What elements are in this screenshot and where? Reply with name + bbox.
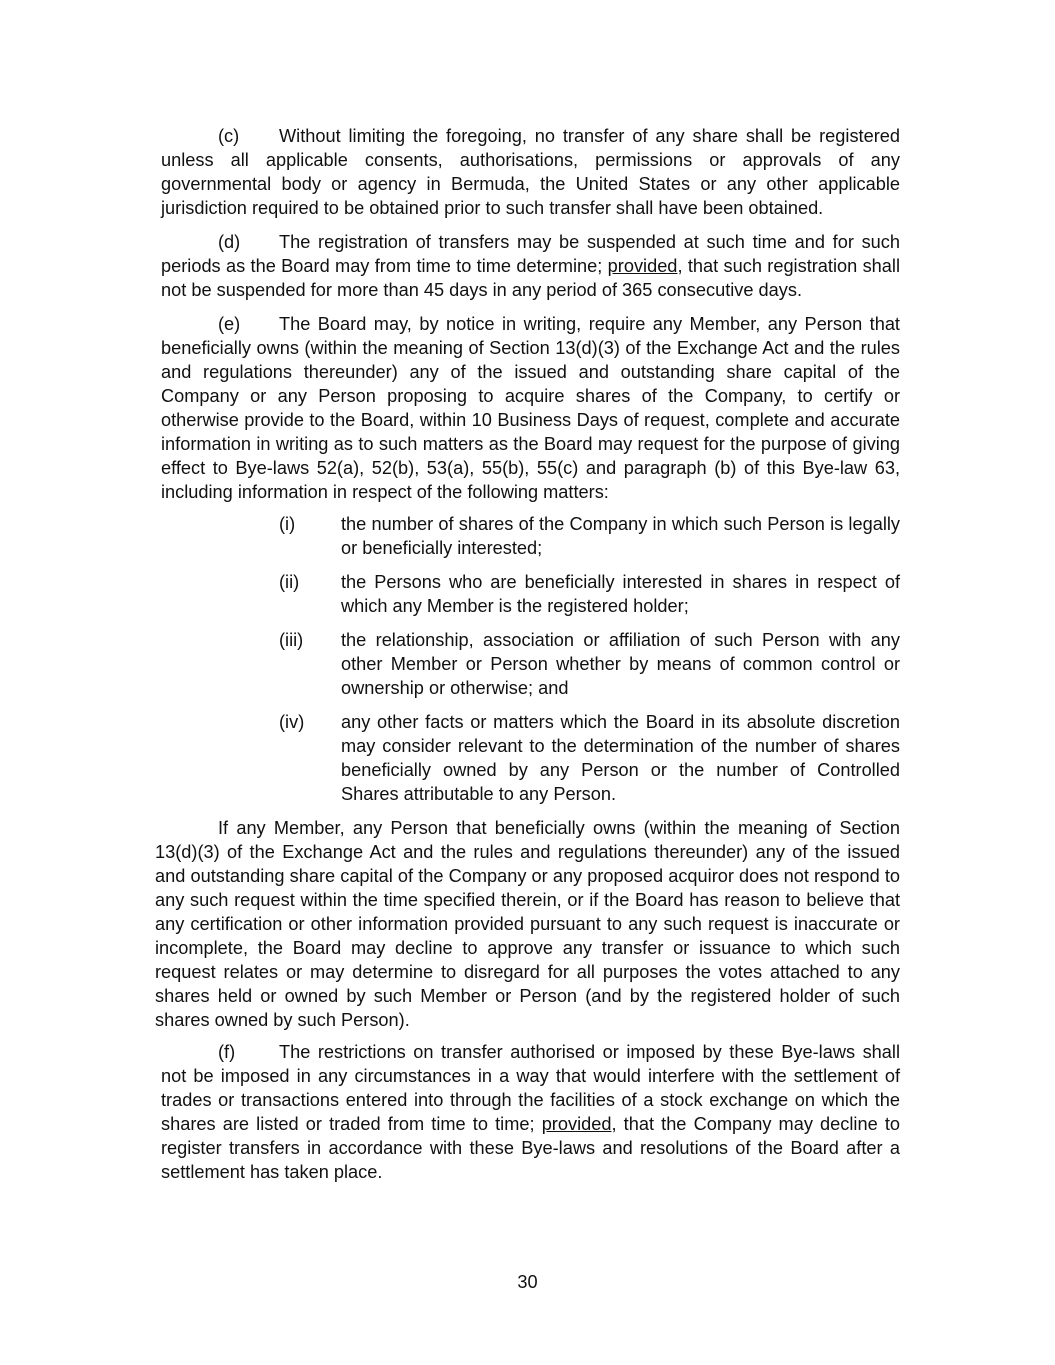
paragraph-f-text-after: , that the Company may decline to register transfers in accordance with these Bye-laws and resolutions of the Board after a settlement has taken place. [161,1114,900,1182]
list-item-text: the Persons who are beneficially interested in shares in respect of which any Member is the registered holder; [341,572,900,616]
paragraph-if-any-member [155,816,900,1032]
list-item [279,512,900,560]
paragraph-f-text-before: The restrictions on transfer authorised or imposed by these Bye-laws shall not be imposed in any circumstances in a way that would interfere with the settlement of trades or transactions entered into through the facilities of a stock exchange on which the shares are listed or traded from time to time; [161,1042,900,1134]
paragraph-d-text-after: , that such registration shall not be suspended for more than 45 days in any period of 365 consecutive days. [161,256,900,300]
paragraph-e-label: (e) [218,314,241,334]
paragraph-f [161,1040,900,1184]
page-number: 30 [517,1272,538,1292]
paragraph-f-provided: provided [541,1114,612,1134]
list-item [279,710,900,806]
paragraph-d-text-before: The registration of transfers may be suspended at such time and for such periods as the Board may from time to time determine; [161,232,900,276]
paragraph-d-label: (d) [218,232,241,252]
list-item-number: (iv) [279,712,305,732]
paragraph-e [161,312,900,504]
paragraph-if-text: If any Member, any Person that beneficially owns (within the meaning of Section 13(d)(3) of the Exchange Act and the rules and regulations thereunder) any of the issued and outstanding share capital of the Company or any proposed acquiror does not respond to any such request within the time specified therein, or if the Board has reason to believe that any certification or other information provided pursuant to any such request is inaccurate or incomplete, the Board may decline to approve any transfer or issuance to which such request relates or may determine to disregard for all purposes the votes attached to any shares held or owned by such Member or Person (and by the registered holder of such shares owned by such Person). [155,818,900,1030]
paragraph-f-label: (f) [218,1042,236,1062]
list-item-number: (iii) [279,630,304,650]
list-item [279,628,900,700]
list-item-text: any other facts or matters which the Board in its absolute discretion may consider relevant to the determination of the number of shares beneficially owned by any Person or the number of Controlled Shares attributable to any Person. [341,712,900,804]
paragraph-c-label: (c) [218,126,240,146]
list-item-number: (i) [279,514,296,534]
paragraph-d-provided: provided [607,256,678,276]
paragraph-c-text: Without limiting the foregoing, no transfer of any share shall be registered unless all applicable consents, authorisations, permissions or approvals of any governmental body or agency in Bermuda, the United States or any other applicable jurisdiction required to be obtained prior to such transfer shall have been obtained. [161,126,900,218]
list-item-text: the relationship, association or affiliation of such Person with any other Member or Person whether by means of common control or ownership or otherwise; and [341,630,900,698]
paragraph-e-text: The Board may, by notice in writing, require any Member, any Person that beneficially owns (within the meaning of Section 13(d)(3) of the Exchange Act and the rules and regulations thereunder) any of the issued and outstanding share capital of the Company or any Person proposing to acquire shares of the Company, to certify or otherwise provide to the Board, within 10 Business Days of request, complete and accurate information in writing as to such matters as the Board may request for the purpose of giving effect to Bye-laws 52(a), 52(b), 53(a), 55(b), 55(c) and paragraph (b) of this Bye-law 63, including information in respect of the following matters: [161,314,900,502]
list-item-number: (ii) [279,572,300,592]
paragraph-c [161,124,900,220]
paragraph-d [161,230,900,302]
list-item-text: the number of shares of the Company in which such Person is legally or beneficially interested; [341,514,900,558]
list-item [279,570,900,618]
